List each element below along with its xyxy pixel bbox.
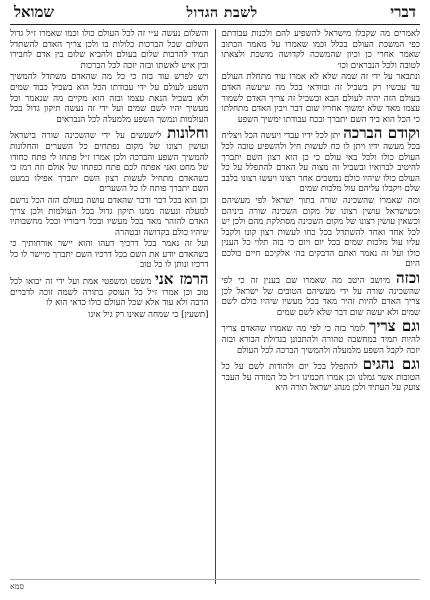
paragraph xyxy=(10,239,209,271)
paragraph-text: יתן לכל ידיו עבדי ויעשה הכל ויצליח בכל מעשה ידיו ויתן לו כח לעשות חיל ולהשפיע טובה לכל העולם כולו ולכל באי עולם כי כן הוא רצון השם יתברך להיטיב לברואיו ובשביל זה מצוה על האדם להתפלל על כל העולם כולו שיהיו כולם נמשכים אחר רצונו ויעשו רצונו בלבב שלם ויקבלו עליהם עול מלכות שמים xyxy=(221,131,420,195)
right-column xyxy=(216,29,421,584)
paragraph-lead-word: וחלונות xyxy=(167,124,209,143)
paragraph-text: ונתבאר על ידי זה שמה שלא לא אמרו עוד מתחלת העולם עד עכשיו רק בשביל זה ובוודאי בכל מה שיעשה האדם בעולם הזה יהיה לעולם הבא ובשביל זה צריך האדם לשמור עצמו מאד שלא ימשוך אחריו שום דבר ויבין האדם מתחלתו כי הכל הוא ביד השם יתברך ובכח עבודתו ימשיך השפע xyxy=(221,72,420,125)
paragraph-text: וכן הוא בכל דבר ודבר שהאדם עושה בעולם הזה הכל נרשם למעלה ונעשה ממנו תיקון גדול בכל העולמות ולכן צריך האדם להזהר מאד בכל מעשיו ובכל דיבוריו ובכל מחשבותיו שיהיו כולם בקדושה ובטהרה xyxy=(10,195,209,238)
paragraph-text: לישעשים על ידי שהשכינה שורה בישראל ועושין רצונו של מקום נפתחים כל השערים והחלונות להמשיך השפע והברכה ולכן אמרו ז״ל פתחו לי פתח כחודו של מחט ואני אפתח לכם פתח כפתחו של אולם וזה רמז כי כשהאדם מתחיל לעשות רצון השם יתברך אפילו במעט השם יתברך פותח לו כל השערים xyxy=(10,131,209,195)
page-header xyxy=(10,4,420,25)
paragraph xyxy=(222,72,421,125)
paragraph-text: ויש לפרש עוד בזה כי כל מה שהאדם משתדל להמשיך השפע לעולם על ידי עבודתו הכל הוא בשביל כבוד שמים ולא בשביל הנאת עצמו ובזה הוא מקיים מה שנאמר וכל מעשיך יהיו לשם שמים ועל ידי זה נעשה תיקון גדול בכל העולמות ונמשך השפע מלמעלה לכל הנבראים xyxy=(10,72,209,125)
header-left-title: שמואל xyxy=(14,3,55,21)
page-footer xyxy=(10,579,420,596)
paragraph-text: ומה שאמרו שהשכינה שורה בתוך ישראל לפי מעשיהם וכשישראל עושין רצונו של מקום השכינה שורה ביניהם וכשאין עושין רצונו של מקום השכינה מסתלקת מהם ולכן יש לכל אחד ואחד להשתדל בכל כחו לעשות רצון קונו ולקבל עליו עול מלכות שמים בכל יום ויום כי בזה תלוי כל הענין כולו ועל זה נאמר ואתם הדבקים בה׳ אלקיכם חיים כולכם היום xyxy=(221,195,420,270)
paragraph xyxy=(10,29,209,71)
paragraph xyxy=(222,357,421,394)
text-columns xyxy=(10,29,420,584)
footer-page-ref: סמא xyxy=(10,582,25,591)
paragraph-text: לאמרים מה שקבלו מישראל להשפיע להם ולכנות עבודתם כפי המשכת העולם בכלל וכמו שאמרו על מאמר הכתוב שאמר אחרי כן וכיון שהמשכה לקדושה מושכת ולצאתו לטובה ולכל הנבראים וכו׳ xyxy=(221,29,420,71)
paragraph-lead-word: וגם צריך xyxy=(369,317,420,336)
left-column xyxy=(10,29,216,584)
paragraph xyxy=(222,196,421,270)
paragraph xyxy=(10,72,209,125)
paragraph xyxy=(222,271,421,318)
paragraph-text: להתפלל בכל יום ולהודות לשם על כל הטובות אשר גמלנו וכן אמרו חכמינו ז״ל כל המודה על העבר צועק על העתיד ולכן מנהג ישראל תורה היא xyxy=(221,362,420,394)
header-right-title: דברי xyxy=(390,3,416,21)
paragraph-text: והשלום נעשה ע״י זה לכל העולם כולו וכמו שאמרו ז״ל גדול השלום שכל הברכות כלולות בו ולכן צריך האדם להשתדל תמיד להרבות שלום בעולם ולהביא שלום בין אדם לחבירו ובין איש לאשתו ובזה יזכה לכל הברכות xyxy=(10,29,209,71)
paragraph-lead-word: הרמז אני xyxy=(155,270,209,289)
paragraph xyxy=(222,126,421,195)
paragraph xyxy=(10,126,209,195)
paragraph xyxy=(10,310,209,321)
paragraph-lead-word: וגם נהגים xyxy=(362,355,420,374)
paragraph-text: מיושב היטב מה שאמרו שם בענין זה כי לפי שהשכינה שורה על ידי מעשיהם הטובים של ישראל לכן צריך האדם להיות זהיר מאד בכל מעשיו שיהיו כולם לשם שמים ולא יעשה שום דבר שלא לשם שמים xyxy=(221,276,420,318)
paragraph-text: [תשעין] כי שמחה שאינו רק גיל אינו xyxy=(88,309,209,320)
paragraph-lead-word: וקודם הברכה xyxy=(343,124,420,143)
paragraph-text: משפט ומשפטי אמת ועל ידי זה יבואו לכל טוב וכן אמרו ז״ל כל העוסק בתורה לשמה זוכה לדברים הרבה ולא עוד אלא שכל העולם כולו כדאי הוא לו xyxy=(10,277,209,309)
paragraph xyxy=(10,272,209,309)
paragraph xyxy=(10,196,209,238)
paragraph-lead-word: וכזה xyxy=(396,269,420,288)
paragraph xyxy=(222,29,421,71)
header-center-title: לשבת הגדול xyxy=(186,5,258,21)
paragraph-text: לומר בזה כי לפי מה שאמרו שהאדם צריך להיות תמיד במחשבה טהורה ולהתבונן בגדולת הבורא ובזה יזכה לקבל השפע מלמעלה ולהמשיך הברכה לכל העולם xyxy=(221,324,420,356)
paragraph xyxy=(222,319,421,356)
paragraph-text: ועל זה נאמר בכל דרכיך דעהו והוא יישר אורחותיך כי כשהאדם יודע את השם בכל דרכיו השם יתברך מיישר לו כל דרכיו ונותן לו כל טוב xyxy=(10,239,209,271)
